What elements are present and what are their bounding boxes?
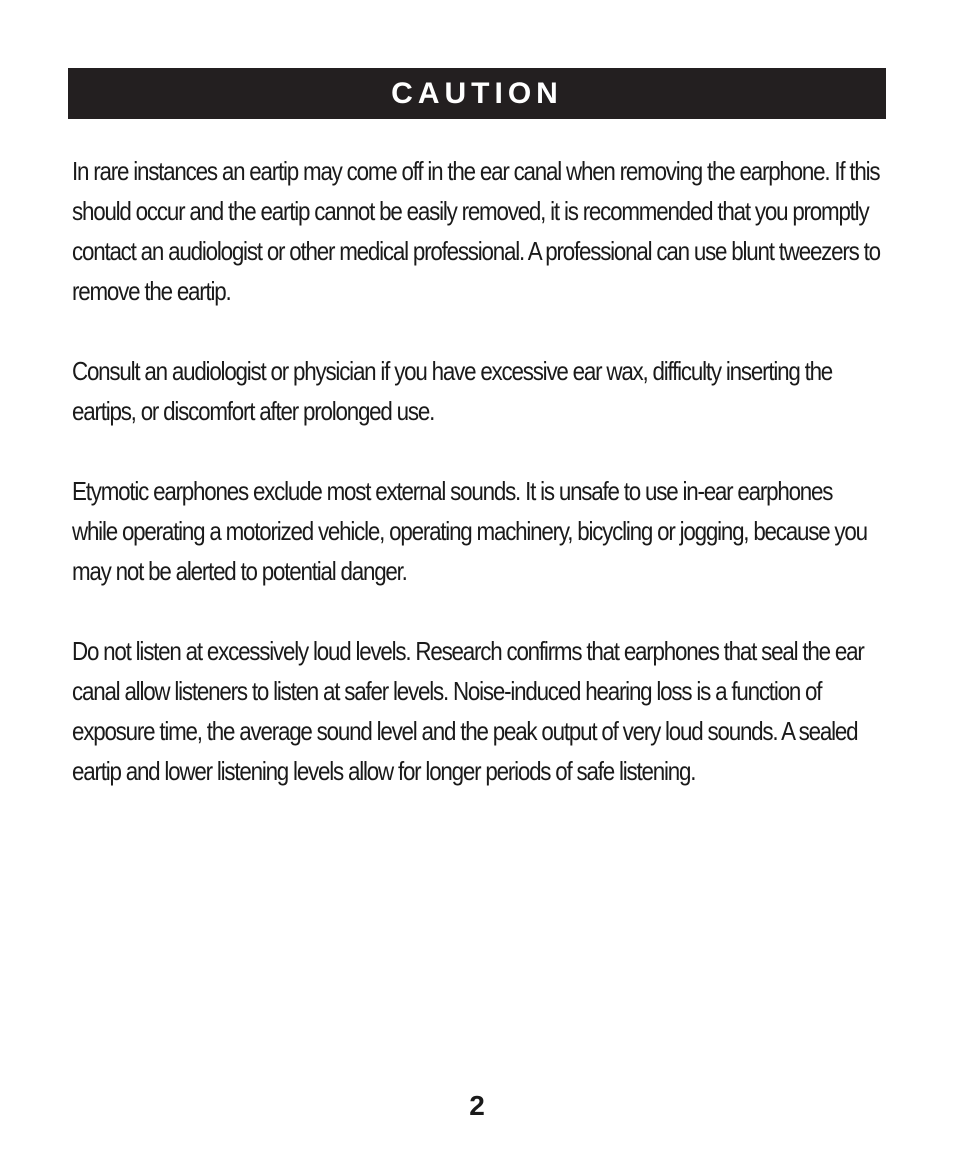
caution-title: CAUTION xyxy=(391,76,563,110)
paragraph-external-sounds: Etymotic earphones exclude most external sounds. It is unsafe to use in-ear earphones while operating a motorized vehicle, operating machinery, bicycling or jogging, because you may not be alerted to potential danger. xyxy=(72,476,867,586)
paragraph-eartip-removal: In rare instances an eartip may come off in the ear canal when removing the earphone. If this should occur and the eartip cannot be easily removed, it is recommended that you promptly contact an audiologist or other medical professional. A professional can use blunt tweezers to remove the eartip. xyxy=(72,156,880,306)
caution-header-bar xyxy=(68,68,886,119)
paragraph-listening-levels: Do not listen at excessively loud levels. Research confirms that earphones that seal the ear canal allow listeners to listen at safer levels. Noise-induced hearing loss is a function of exposure time, the average sound level and the peak output of very loud sounds. A sealed eartip and lower listening levels allow for longer periods of safe listening. xyxy=(72,636,864,786)
page-number: 2 xyxy=(469,1090,485,1121)
paragraph-consult-audiologist: Consult an audiologist or physician if you have excessive ear wax, difficulty inserting the eartips, or discomfort after prolonged use. xyxy=(72,356,833,426)
caution-content xyxy=(72,151,882,831)
